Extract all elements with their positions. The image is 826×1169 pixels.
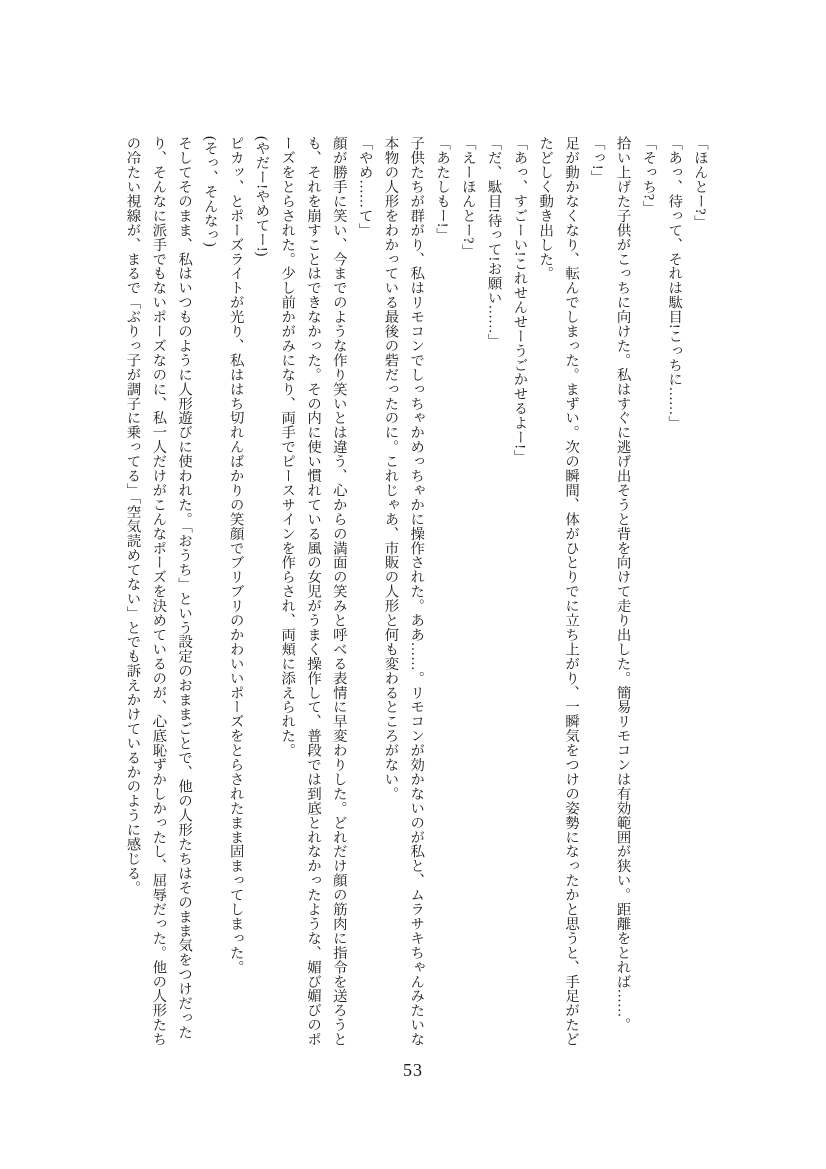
text-line: 「あたしもー!」: [434, 136, 451, 242]
text-line: (そっ、そんなっ): [201, 136, 218, 247]
text-line: の冷たい視線が、まるで「ぶりっ子が調子に乗ってる」「空気読めてない」とでも訴えかけているかのように感じる。: [124, 136, 141, 895]
text-line: も、それを崩すことはできなかった。その内に使い慣れている風の女児がうまく操作して、普段では到底とれなかったような、媚び媚びのポ: [305, 136, 322, 1047]
text-line: 「ほんとー?」: [692, 136, 708, 230]
text-line: 「やめ……て」: [356, 136, 373, 238]
text-line: ーズをとらされた。少し前かがみになり、両手でピースサインを作らされ、両頬に添えられた。: [279, 136, 296, 758]
text-line: (やだー!やめてー!): [253, 136, 270, 257]
text-line: 子供たちが群がり、私はリモコンでしっちゃかめっちゃかに操作された。ああ……。リモコンが効かないのが私と、ムラサキちゃんみたいな: [408, 136, 425, 1047]
text-line: そしてそのまま、私はいつものように人形遊びに使われた。「おうち」という設定のおままごとで、他の人形たちはそのまま気をつけだった: [176, 136, 193, 1040]
text-line: ピカッ、とポーズライトが光り、私ははち切れんばかりの笑顔でブリブリのかわいいポーズをとらされたまま固まってしまった。: [227, 136, 244, 975]
text-line: 「えーほんとー?」: [459, 136, 476, 259]
text-line: 拾い上げた子供がこっちに向けた。私はすぐに逃げ出そうと背を向けて走り出した。簡易リモコンは有効範囲が狭い。距離をとれば……。: [614, 136, 631, 1032]
text-line: 「そっち?」: [640, 136, 657, 215]
text-line: 「だ、駄目!待って!お願い……」: [485, 136, 502, 348]
page-number: 53: [403, 1060, 423, 1080]
vertical-text-block: [119, 136, 712, 1049]
text-line: 顔が勝手に笑い、今までのような作り笑いとは違う、心からの満面の笑みと呼べる表情に早変わりした。どれだけ顔の筋肉に指令を送ろうと: [330, 136, 347, 1047]
text-line: 「あっ、待って、それは駄目!こっちに……」: [666, 136, 683, 430]
text-line: たどしく動き出した。: [537, 136, 554, 281]
text-line: り、そんなに派手でもないポーズなのに、私一人だけがこんなポーズを決めているのが、心底恥ずかしかったし、屈辱だった。他の人形たち: [150, 136, 167, 1047]
text-line: 足が動かなくなり、転んでしまった。まずい。次の瞬間、体がひとりでに立ち上がり、一瞬気をつけの姿勢になったかと思うと、手足がたど: [563, 136, 580, 1047]
text-line: 「あっ、すごーい!これせんせーうごかせるよー!」: [511, 136, 528, 464]
text-line: 「っ!」: [588, 136, 605, 185]
text-line: 本物の人形をわかっている最後の砦だったのに。これじゃあ、市販の人形と何も変わるところがない。: [382, 136, 399, 801]
